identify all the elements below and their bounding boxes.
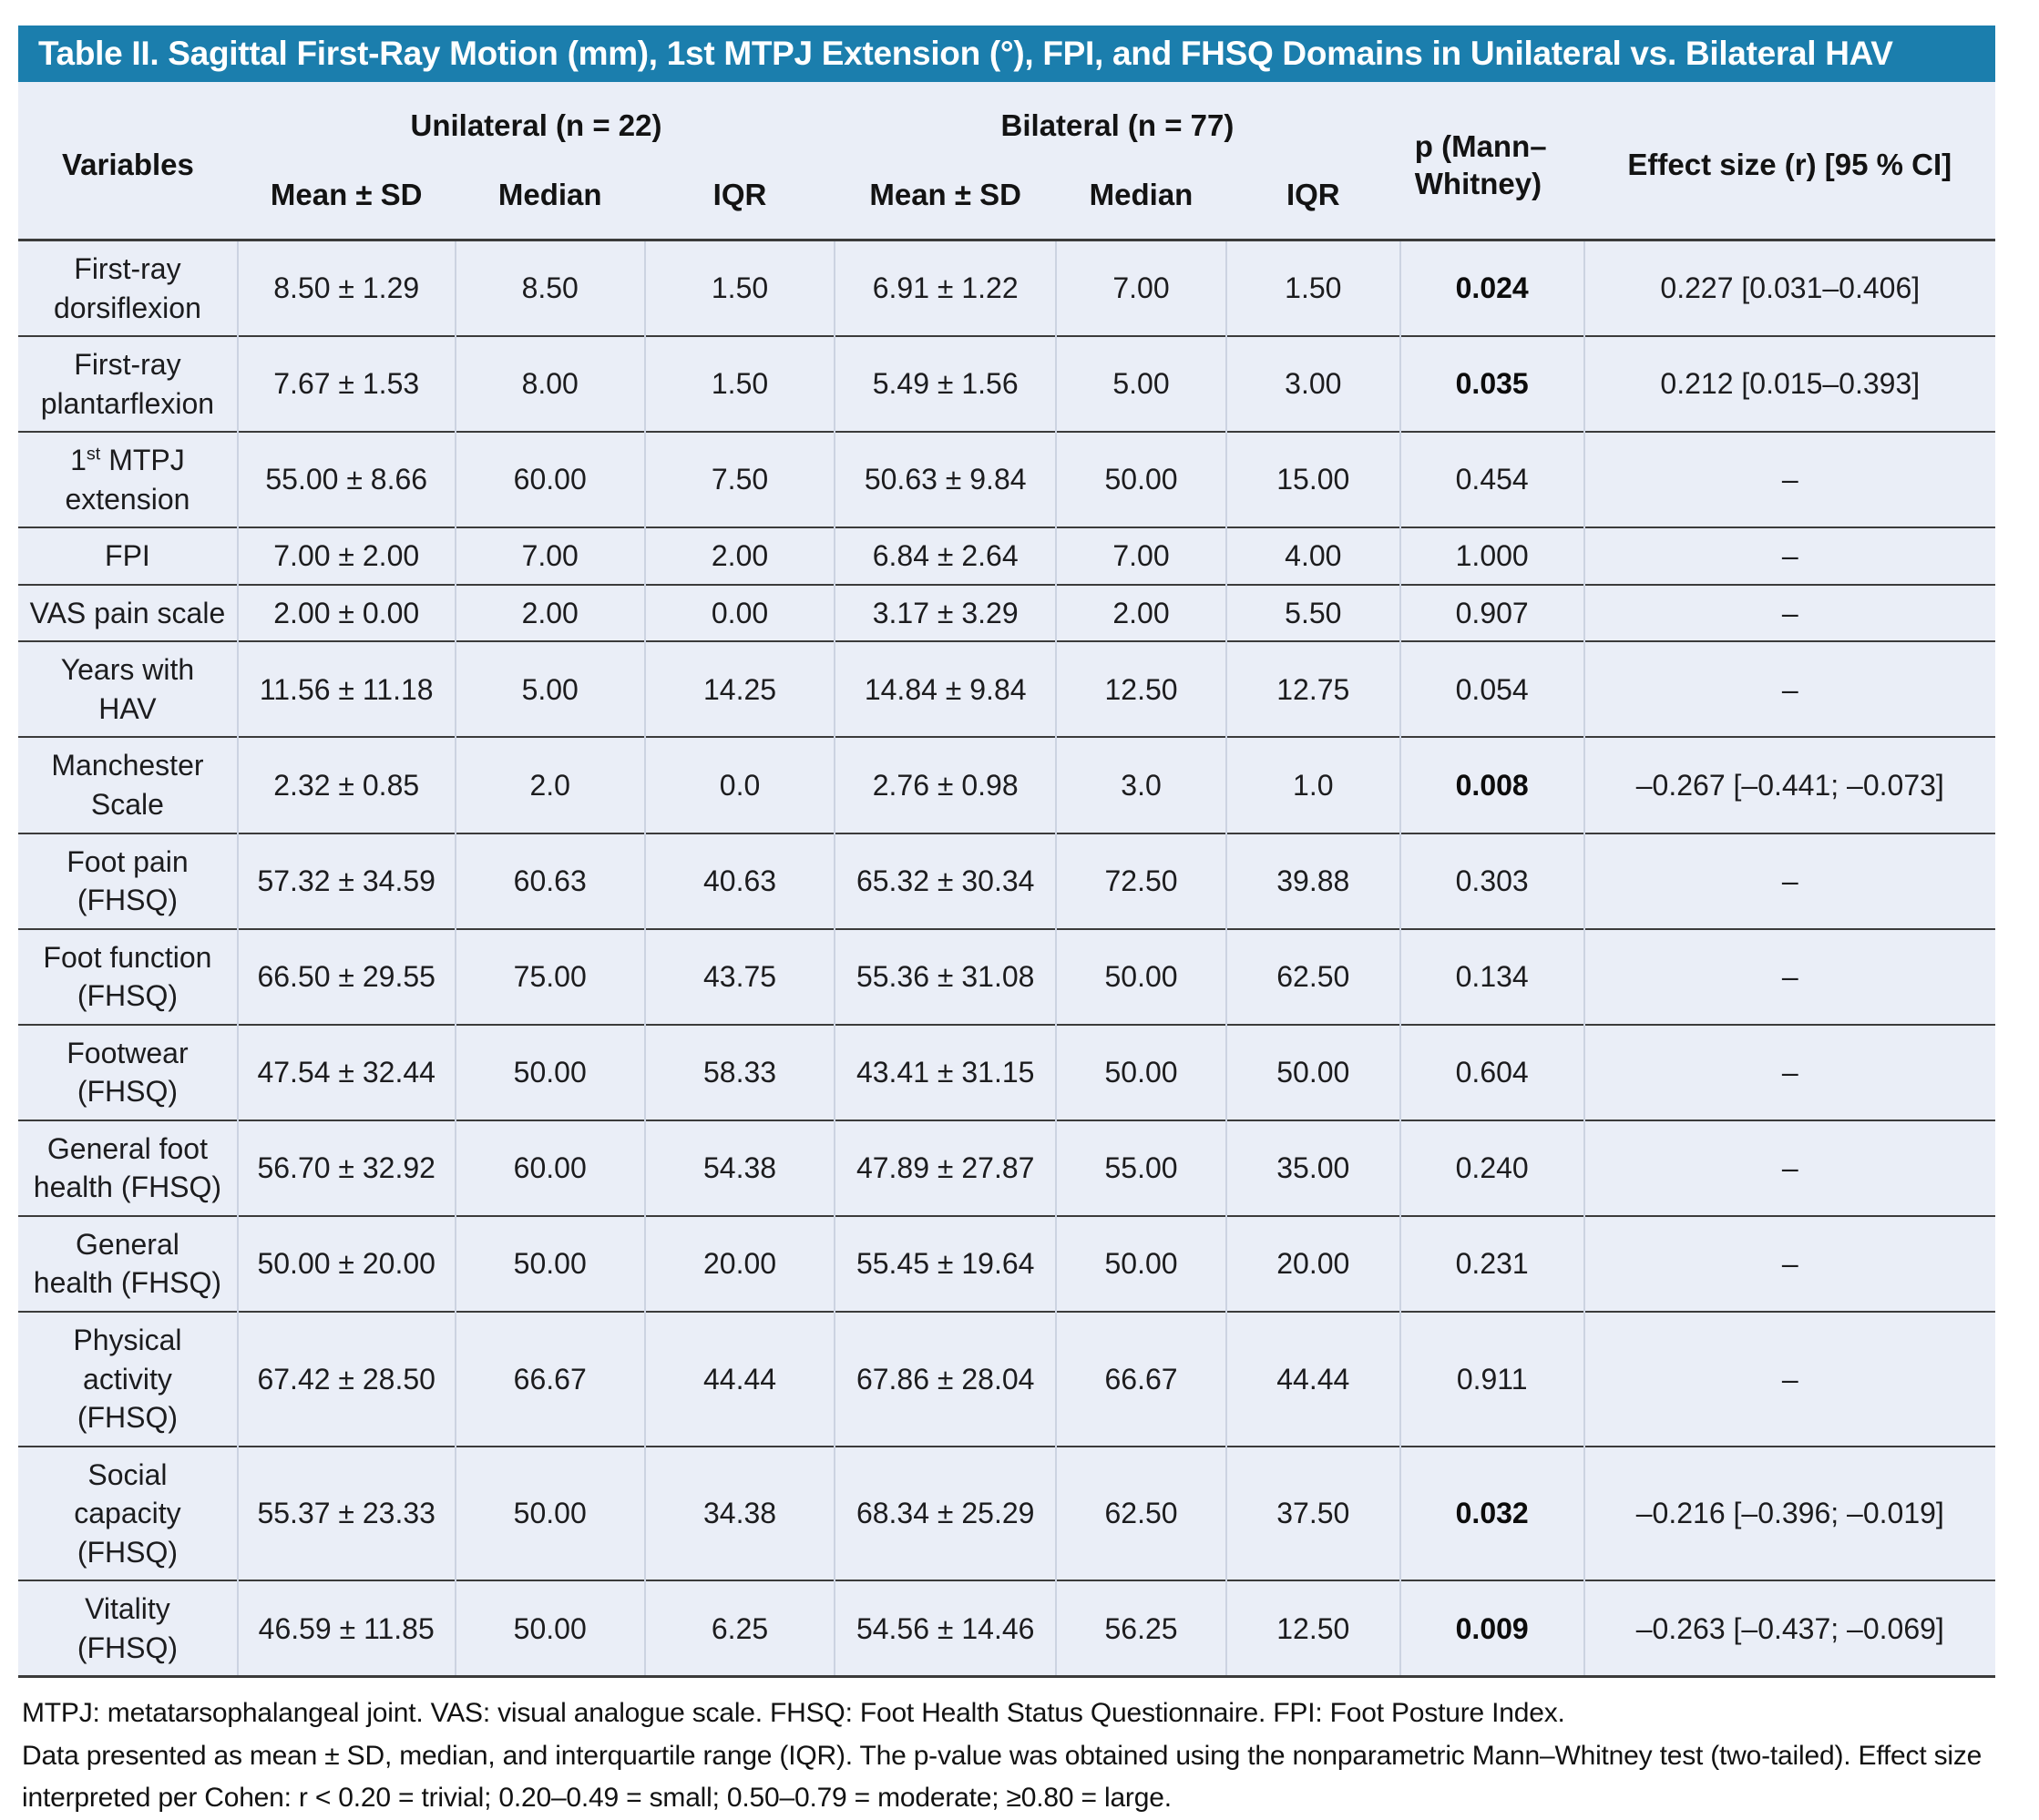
column-header-uni-iqr: IQR bbox=[712, 178, 767, 211]
bi-iqr-cell: 15.00 bbox=[1226, 432, 1400, 527]
table-row bbox=[18, 929, 1995, 1025]
bi-mean-sd-cell: 55.36 ± 31.08 bbox=[835, 929, 1056, 1025]
bi-mean-sd-cell: 3.17 ± 3.29 bbox=[835, 585, 1056, 642]
p-value-cell: 0.231 bbox=[1400, 1216, 1584, 1312]
uni-median-cell: 66.67 bbox=[456, 1312, 645, 1447]
bi-iqr-cell: 3.00 bbox=[1226, 336, 1400, 432]
table-body bbox=[18, 240, 1995, 1677]
bi-iqr-cell: 5.50 bbox=[1226, 585, 1400, 642]
variable-cell: Foot pain (FHSQ) bbox=[18, 833, 238, 929]
bi-mean-sd-cell: 68.34 ± 25.29 bbox=[835, 1447, 1056, 1581]
column-header-effect-size: Effect size (r) [95 % CI] bbox=[1627, 148, 1952, 181]
bi-mean-sd-cell: 14.84 ± 9.84 bbox=[835, 641, 1056, 737]
p-value-cell: 0.604 bbox=[1400, 1025, 1584, 1120]
variable-cell: General health (FHSQ) bbox=[18, 1216, 238, 1312]
uni-median-cell: 5.00 bbox=[456, 641, 645, 737]
uni-mean-sd-cell: 46.59 ± 11.85 bbox=[238, 1580, 456, 1677]
uni-median-cell: 7.00 bbox=[456, 527, 645, 585]
bi-mean-sd-cell: 55.45 ± 19.64 bbox=[835, 1216, 1056, 1312]
uni-iqr-cell: 54.38 bbox=[645, 1120, 835, 1216]
uni-median-cell: 2.00 bbox=[456, 585, 645, 642]
variable-cell: General foot health (FHSQ) bbox=[18, 1120, 238, 1216]
effect-size-cell: – bbox=[1584, 432, 1995, 527]
uni-mean-sd-cell: 50.00 ± 20.00 bbox=[238, 1216, 456, 1312]
p-value-cell: 0.024 bbox=[1400, 240, 1584, 337]
effect-size-cell: – bbox=[1584, 1120, 1995, 1216]
uni-iqr-cell: 44.44 bbox=[645, 1312, 835, 1447]
table-row bbox=[18, 1447, 1995, 1581]
footnote-line: MTPJ: metatarsophalangeal joint. VAS: visual analogue scale. FHSQ: Foot Health Status Questionnaire. FPI: Foot Posture Index. bbox=[22, 1698, 1565, 1729]
uni-median-cell: 8.00 bbox=[456, 336, 645, 432]
effect-size-cell: – bbox=[1584, 585, 1995, 642]
bi-iqr-cell: 50.00 bbox=[1226, 1025, 1400, 1120]
results-table bbox=[18, 82, 1995, 1678]
variable-cell: FPI bbox=[18, 527, 238, 585]
uni-iqr-cell: 43.75 bbox=[645, 929, 835, 1025]
effect-size-cell: –0.263 [–0.437; –0.069] bbox=[1584, 1580, 1995, 1677]
uni-iqr-cell: 58.33 bbox=[645, 1025, 835, 1120]
uni-mean-sd-cell: 2.00 ± 0.00 bbox=[238, 585, 456, 642]
group-header-unilateral: Unilateral (n = 22) bbox=[410, 108, 662, 142]
bi-mean-sd-cell: 50.63 ± 9.84 bbox=[835, 432, 1056, 527]
bi-median-cell: 50.00 bbox=[1056, 1216, 1226, 1312]
bi-median-cell: 50.00 bbox=[1056, 1025, 1226, 1120]
p-value-cell: 0.008 bbox=[1400, 737, 1584, 833]
uni-mean-sd-cell: 56.70 ± 32.92 bbox=[238, 1120, 456, 1216]
uni-mean-sd-cell: 7.67 ± 1.53 bbox=[238, 336, 456, 432]
table-row bbox=[18, 1025, 1995, 1120]
p-value-cell: 0.035 bbox=[1400, 336, 1584, 432]
bi-median-cell: 66.67 bbox=[1056, 1312, 1226, 1447]
uni-mean-sd-cell: 55.37 ± 23.33 bbox=[238, 1447, 456, 1581]
bi-iqr-cell: 4.00 bbox=[1226, 527, 1400, 585]
bi-median-cell: 56.25 bbox=[1056, 1580, 1226, 1677]
variable-cell: Manchester Scale bbox=[18, 737, 238, 833]
table-title-bar bbox=[18, 26, 1995, 82]
table-row bbox=[18, 833, 1995, 929]
column-header-bi-mean-sd: Mean ± SD bbox=[869, 178, 1022, 211]
uni-iqr-cell: 1.50 bbox=[645, 240, 835, 337]
variable-cell: Social capacity (FHSQ) bbox=[18, 1447, 238, 1581]
uni-mean-sd-cell: 11.56 ± 11.18 bbox=[238, 641, 456, 737]
bi-median-cell: 55.00 bbox=[1056, 1120, 1226, 1216]
uni-iqr-cell: 1.50 bbox=[645, 336, 835, 432]
column-header-uni-mean-sd: Mean ± SD bbox=[270, 178, 423, 211]
table-header bbox=[18, 82, 1995, 240]
p-value-cell: 0.032 bbox=[1400, 1447, 1584, 1581]
p-value-cell: 0.240 bbox=[1400, 1120, 1584, 1216]
uni-median-cell: 2.0 bbox=[456, 737, 645, 833]
bi-iqr-cell: 44.44 bbox=[1226, 1312, 1400, 1447]
effect-size-cell: – bbox=[1584, 1025, 1995, 1120]
bi-median-cell: 62.50 bbox=[1056, 1447, 1226, 1581]
bi-iqr-cell: 20.00 bbox=[1226, 1216, 1400, 1312]
bi-median-cell: 72.50 bbox=[1056, 833, 1226, 929]
bi-median-cell: 3.0 bbox=[1056, 737, 1226, 833]
p-value-cell: 0.009 bbox=[1400, 1580, 1584, 1677]
p-value-cell: 0.134 bbox=[1400, 929, 1584, 1025]
variable-cell: Years with HAV bbox=[18, 641, 238, 737]
uni-mean-sd-cell: 47.54 ± 32.44 bbox=[238, 1025, 456, 1120]
uni-iqr-cell: 6.25 bbox=[645, 1580, 835, 1677]
variable-cell: 1st MTPJ extension bbox=[18, 432, 238, 527]
bi-iqr-cell: 1.50 bbox=[1226, 240, 1400, 337]
variable-cell: First-ray dorsiflexion bbox=[54, 252, 201, 324]
table-title: Table II. Sagittal First-Ray Motion (mm), 1st MTPJ Extension (°), FPI, and FHSQ Domains in Unilateral vs. Bilateral HAV bbox=[38, 35, 1893, 72]
variable-cell: Footwear (FHSQ) bbox=[18, 1025, 238, 1120]
uni-iqr-cell: 7.50 bbox=[645, 432, 835, 527]
uni-iqr-cell: 0.0 bbox=[645, 737, 835, 833]
table-row bbox=[18, 1312, 1995, 1447]
effect-size-cell: – bbox=[1584, 929, 1995, 1025]
uni-iqr-cell: 40.63 bbox=[645, 833, 835, 929]
bi-mean-sd-cell: 2.76 ± 0.98 bbox=[835, 737, 1056, 833]
bi-mean-sd-cell: 43.41 ± 31.15 bbox=[835, 1025, 1056, 1120]
uni-median-cell: 50.00 bbox=[456, 1216, 645, 1312]
p-value-cell: 0.454 bbox=[1400, 432, 1584, 527]
uni-mean-sd-cell: 55.00 ± 8.66 bbox=[238, 432, 456, 527]
table-row bbox=[18, 1580, 1995, 1677]
effect-size-cell: –0.267 [–0.441; –0.073] bbox=[1584, 737, 1995, 833]
uni-iqr-cell: 0.00 bbox=[645, 585, 835, 642]
uni-median-cell: 50.00 bbox=[456, 1025, 645, 1120]
table-row bbox=[18, 432, 1995, 527]
effect-size-cell: – bbox=[1584, 1216, 1995, 1312]
group-header-bilateral: Bilateral (n = 77) bbox=[1000, 108, 1235, 142]
column-header-p-mann-whitney: p (Mann– Whitney) bbox=[1414, 128, 1547, 200]
bi-median-cell: 50.00 bbox=[1056, 929, 1226, 1025]
uni-mean-sd-cell: 57.32 ± 34.59 bbox=[238, 833, 456, 929]
table-row bbox=[18, 240, 1995, 337]
uni-iqr-cell: 34.38 bbox=[645, 1447, 835, 1581]
p-value-cell: 0.303 bbox=[1400, 833, 1584, 929]
uni-mean-sd-cell: 66.50 ± 29.55 bbox=[238, 929, 456, 1025]
uni-mean-sd-cell: 7.00 ± 2.00 bbox=[238, 527, 456, 585]
column-header-bi-median: Median bbox=[1089, 178, 1194, 211]
effect-size-cell: – bbox=[1584, 527, 1995, 585]
bi-mean-sd-cell: 47.89 ± 27.87 bbox=[835, 1120, 1056, 1216]
table-row bbox=[18, 585, 1995, 642]
bi-median-cell: 2.00 bbox=[1056, 585, 1226, 642]
effect-size-cell: – bbox=[1584, 1312, 1995, 1447]
effect-size-cell: –0.216 [–0.396; –0.019] bbox=[1584, 1447, 1995, 1581]
uni-median-cell: 8.50 bbox=[456, 240, 645, 337]
bi-median-cell: 50.00 bbox=[1056, 432, 1226, 527]
uni-iqr-cell: 2.00 bbox=[645, 527, 835, 585]
effect-size-cell: – bbox=[1584, 833, 1995, 929]
bi-iqr-cell: 12.75 bbox=[1226, 641, 1400, 737]
bi-mean-sd-cell: 54.56 ± 14.46 bbox=[835, 1580, 1056, 1677]
bi-mean-sd-cell: 6.84 ± 2.64 bbox=[835, 527, 1056, 585]
uni-median-cell: 50.00 bbox=[456, 1580, 645, 1677]
uni-iqr-cell: 20.00 bbox=[645, 1216, 835, 1312]
variable-cell: Vitality (FHSQ) bbox=[18, 1580, 238, 1677]
variable-cell: Foot function (FHSQ) bbox=[18, 929, 238, 1025]
bi-mean-sd-cell: 65.32 ± 30.34 bbox=[835, 833, 1056, 929]
uni-mean-sd-cell: 67.42 ± 28.50 bbox=[238, 1312, 456, 1447]
column-header-variables: Variables bbox=[61, 148, 194, 181]
bi-iqr-cell: 12.50 bbox=[1226, 1580, 1400, 1677]
effect-size-cell: – bbox=[1584, 641, 1995, 737]
variable-cell: VAS pain scale bbox=[18, 585, 238, 642]
bi-mean-sd-cell: 67.86 ± 28.04 bbox=[835, 1312, 1056, 1447]
bi-mean-sd-cell: 6.91 ± 1.22 bbox=[835, 240, 1056, 337]
column-header-uni-median: Median bbox=[497, 178, 602, 211]
column-header-bi-iqr: IQR bbox=[1286, 178, 1340, 211]
p-value-cell: 0.054 bbox=[1400, 641, 1584, 737]
uni-median-cell: 60.00 bbox=[456, 1120, 645, 1216]
bi-iqr-cell: 39.88 bbox=[1226, 833, 1400, 929]
footnote-line: Data presented as mean ± SD, median, and interquartile range (IQR). The p-value was obtained using the nonparametric Mann–Whitney test (two-tailed). Effect size bbox=[22, 1740, 1983, 1771]
table-row bbox=[18, 336, 1995, 432]
uni-iqr-cell: 14.25 bbox=[645, 641, 835, 737]
bi-iqr-cell: 35.00 bbox=[1226, 1120, 1400, 1216]
table-row bbox=[18, 1216, 1995, 1312]
bi-mean-sd-cell: 5.49 ± 1.56 bbox=[835, 336, 1056, 432]
uni-mean-sd-cell: 2.32 ± 0.85 bbox=[238, 737, 456, 833]
bi-median-cell: 7.00 bbox=[1056, 527, 1226, 585]
variable-cell: First-ray plantarflexion bbox=[18, 336, 238, 432]
p-value-cell: 0.907 bbox=[1400, 585, 1584, 642]
table-row bbox=[18, 1120, 1995, 1216]
uni-median-cell: 50.00 bbox=[456, 1447, 645, 1581]
bi-median-cell: 7.00 bbox=[1056, 240, 1226, 337]
effect-size-cell: 0.212 [0.015–0.393] bbox=[1584, 336, 1995, 432]
bi-median-cell: 5.00 bbox=[1056, 336, 1226, 432]
uni-median-cell: 60.00 bbox=[456, 432, 645, 527]
bi-iqr-cell: 62.50 bbox=[1226, 929, 1400, 1025]
uni-median-cell: 60.63 bbox=[456, 833, 645, 929]
bi-median-cell: 12.50 bbox=[1056, 641, 1226, 737]
table-row bbox=[18, 641, 1995, 737]
variable-cell: Physical activity (FHSQ) bbox=[18, 1312, 238, 1447]
table-row bbox=[18, 527, 1995, 585]
p-value-cell: 0.911 bbox=[1400, 1312, 1584, 1447]
table-footnotes bbox=[18, 1692, 1995, 1820]
effect-size-cell: 0.227 [0.031–0.406] bbox=[1584, 240, 1995, 337]
table-row bbox=[18, 737, 1995, 833]
bi-iqr-cell: 37.50 bbox=[1226, 1447, 1400, 1581]
p-value-cell: 1.000 bbox=[1400, 527, 1584, 585]
uni-median-cell: 75.00 bbox=[456, 929, 645, 1025]
bi-iqr-cell: 1.0 bbox=[1226, 737, 1400, 833]
footnote-line: interpreted per Cohen: r < 0.20 = trivial; 0.20–0.49 = small; 0.50–0.79 = moderate; ≥0.80 = large. bbox=[22, 1783, 1172, 1814]
uni-mean-sd-cell: 8.50 ± 1.29 bbox=[238, 240, 456, 337]
